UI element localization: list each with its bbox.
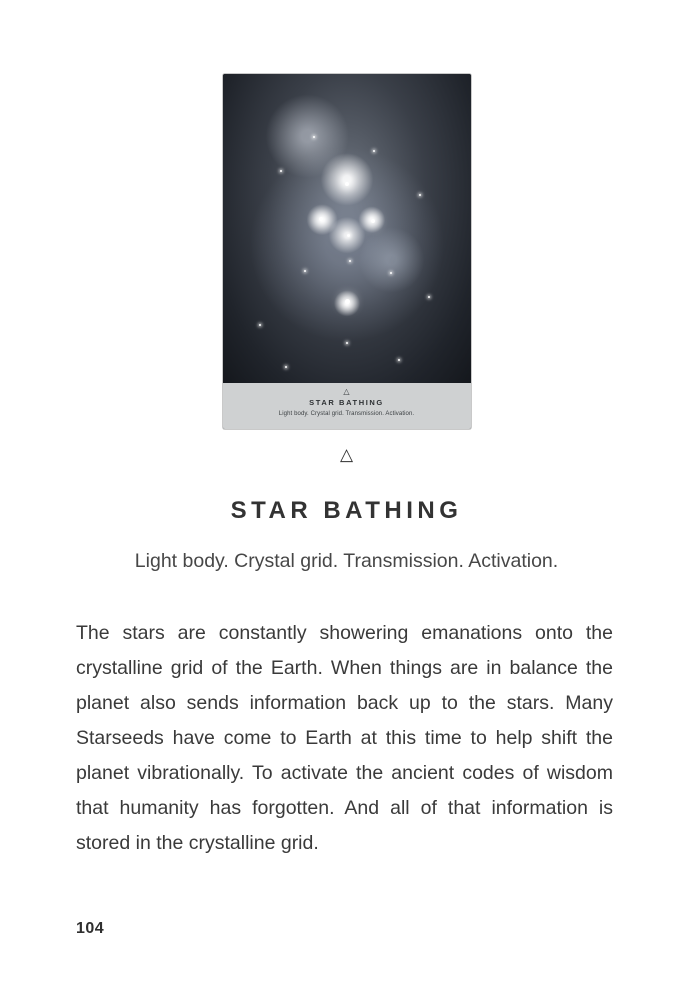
star-icon	[349, 260, 351, 262]
star-icon	[280, 170, 282, 172]
star-icon	[390, 272, 392, 274]
section-triangle-icon: △	[339, 445, 354, 464]
card-image-container	[0, 74, 693, 429]
star-icon	[319, 217, 323, 221]
star-icon	[419, 194, 421, 196]
star-icon	[347, 234, 350, 237]
star-icon	[398, 359, 400, 361]
star-icon	[428, 296, 430, 298]
triangle-icon: △	[343, 387, 350, 396]
star-icon	[285, 366, 287, 368]
star-icon	[345, 299, 350, 304]
page-number: 104	[76, 920, 105, 937]
oracle-card	[223, 74, 471, 429]
card-title: STAR BATHING	[309, 398, 384, 407]
star-icon	[345, 182, 349, 186]
star-icon	[313, 136, 315, 138]
card-caption	[223, 383, 471, 429]
page-subtitle: Light body. Crystal grid. Transmission. Activation.	[134, 549, 559, 572]
page-title: STAR BATHING	[230, 497, 463, 525]
star-icon	[373, 150, 375, 152]
body-paragraph: The stars are constantly showering emanations onto the crystalline grid of the Earth. When things are in balance the planet also sends information back up to the stars. Many Starseeds have come to Earth at this time to help shift the planet vibrationally. To activate the ancient codes of wisdom that humanity has forgotten. And all of that information is stored in the crystalline grid.	[76, 621, 613, 854]
card-keywords: Light body. Crystal grid. Transmission. Activation.	[278, 411, 415, 417]
starfield-image	[223, 74, 471, 384]
star-icon	[259, 324, 261, 326]
star-icon	[304, 270, 306, 272]
star-icon	[346, 342, 348, 344]
star-icon	[371, 219, 375, 223]
